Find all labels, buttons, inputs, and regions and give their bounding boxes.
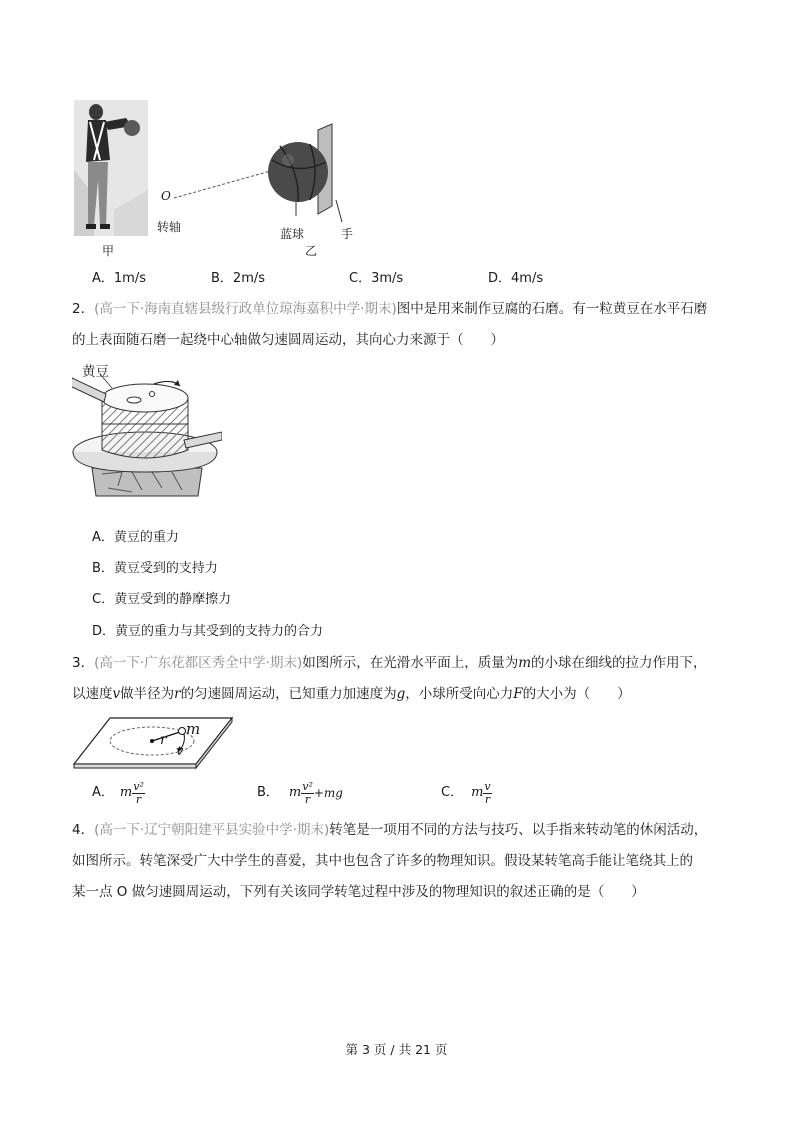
q3-fig-label-m: m — [186, 720, 201, 738]
q2-option-a: A．黄豆的重力 — [92, 530, 179, 545]
q3-option-c-num: v — [484, 779, 491, 793]
q3-option-a-den: r — [135, 792, 142, 806]
q3-option-b-m: m — [288, 785, 302, 800]
q3-var-g: g — [396, 686, 406, 702]
q3-number: 3． — [72, 655, 95, 671]
q3-var-m: m — [518, 655, 532, 671]
q3-option-b-label: B． — [257, 785, 279, 800]
basketball-rotation-diagram — [150, 120, 360, 240]
q2-option-b: B．黄豆受到的支持力 — [92, 561, 218, 576]
q1-option-b: B．2m/s — [211, 271, 266, 286]
q2-source: (高一下·海南直辖县级行政单位琼海嘉积中学·期末) — [94, 301, 397, 317]
q3-text-2a: 以速度 — [72, 686, 113, 702]
q1-label-O: O — [161, 189, 171, 203]
q3-option-b-fraction — [301, 781, 314, 806]
q3-option-b-num: v² — [302, 779, 313, 793]
q3-option-b — [257, 776, 343, 810]
q1-label-axis: 转轴 — [157, 220, 182, 234]
q2-line-2: 的上表面随石磨一起绕中心轴做匀速圆周运动，其向心力来源于（ ） — [72, 332, 504, 348]
q3-option-c — [441, 776, 492, 810]
q1-label-hand: 手 — [341, 227, 354, 241]
q3-option-b-den: r — [304, 792, 311, 806]
q4-text-1: 转笔是一项用不同的方法与技巧、以手指来转动笔的休闲活动， — [329, 822, 708, 838]
q4-line-1 — [72, 820, 707, 840]
q3-option-c-label: C． — [441, 785, 464, 800]
q4-number: 4． — [72, 822, 95, 838]
q3-source: (高一下·广东花都区秀全中学·期末) — [94, 655, 303, 671]
q1-label-yi: 乙 — [305, 244, 318, 258]
q2-figure-stone-mill — [72, 360, 222, 510]
q3-option-b-plus-mg: +mg — [313, 786, 343, 800]
q3-option-c-den: r — [484, 792, 491, 806]
q3-text-2d: ，小球所受向心力 — [405, 686, 514, 702]
person-throwing-ball-image — [74, 100, 148, 236]
q3-fig-label-v: v — [176, 744, 184, 759]
q3-line-1 — [72, 653, 707, 673]
page-footer: 第 3 页 / 共 21 页 — [345, 1042, 448, 1057]
q3-option-a-label: A． — [92, 785, 114, 800]
q1-label-jia: 甲 — [102, 244, 115, 258]
q3-option-a-fraction — [132, 781, 145, 806]
q3-option-a-num: v² — [133, 779, 144, 793]
q2-line-1 — [72, 299, 707, 319]
q2-text-1: 图中是用来制作豆腐的石磨。有一粒黄豆在水平石磨 — [396, 301, 708, 317]
q2-number: 2． — [72, 301, 95, 317]
q3-figure-plane — [72, 714, 234, 770]
q3-option-c-fraction — [483, 781, 491, 806]
q3-text-2e: 的大小为（ ） — [522, 686, 631, 702]
q3-var-r: r — [174, 686, 181, 702]
q2-figure-label-bean: 黄豆 — [82, 364, 109, 380]
q3-text-1b: 的小球在细线的拉力作用下， — [531, 655, 707, 671]
q3-var-F: F — [513, 686, 523, 702]
q1-option-a: A．1m/s — [92, 271, 146, 286]
q3-text-1a: 如图所示，在光滑水平面上，质量为 — [302, 655, 519, 671]
q1-label-ball: 蓝球 — [280, 227, 305, 241]
q1-figure-jia — [74, 100, 148, 236]
q3-option-a-m: m — [119, 785, 133, 800]
q2-option-d: D．黄豆的重力与其受到的支持力的合力 — [92, 624, 324, 639]
q3-text-2b: 做半径为 — [120, 686, 175, 702]
q4-line-3: 某一点 O 做匀速圆周运动，下列有关该同学转笔过程中涉及的物理知识的叙述正确的是（ ） — [72, 884, 645, 900]
q2-option-c: C．黄豆受到的静摩擦力 — [92, 592, 232, 607]
q3-option-a — [92, 776, 145, 810]
q3-option-c-m: m — [471, 785, 484, 800]
q3-text-2c: 的匀速圆周运动，已知重力加速度为 — [180, 686, 397, 702]
stone-mill-diagram — [72, 360, 222, 510]
circular-motion-plane-diagram — [72, 714, 234, 770]
q3-fig-label-r: r — [160, 732, 167, 748]
q1-option-d: D．4m/s — [488, 271, 544, 286]
q1-figure-yi — [150, 120, 360, 240]
q3-var-v: v — [112, 686, 121, 702]
q4-source: (高一下·辽宁朝阳建平县实验中学·期末) — [94, 822, 330, 838]
q3-line-2 — [72, 684, 631, 704]
q1-option-c: C．3m/s — [349, 271, 404, 286]
q4-line-2: 如图所示。转笔深受广大中学生的喜爱，其中也包含了许多的物理知识。假设某转笔高手能让笔绕其上的 — [72, 853, 693, 869]
